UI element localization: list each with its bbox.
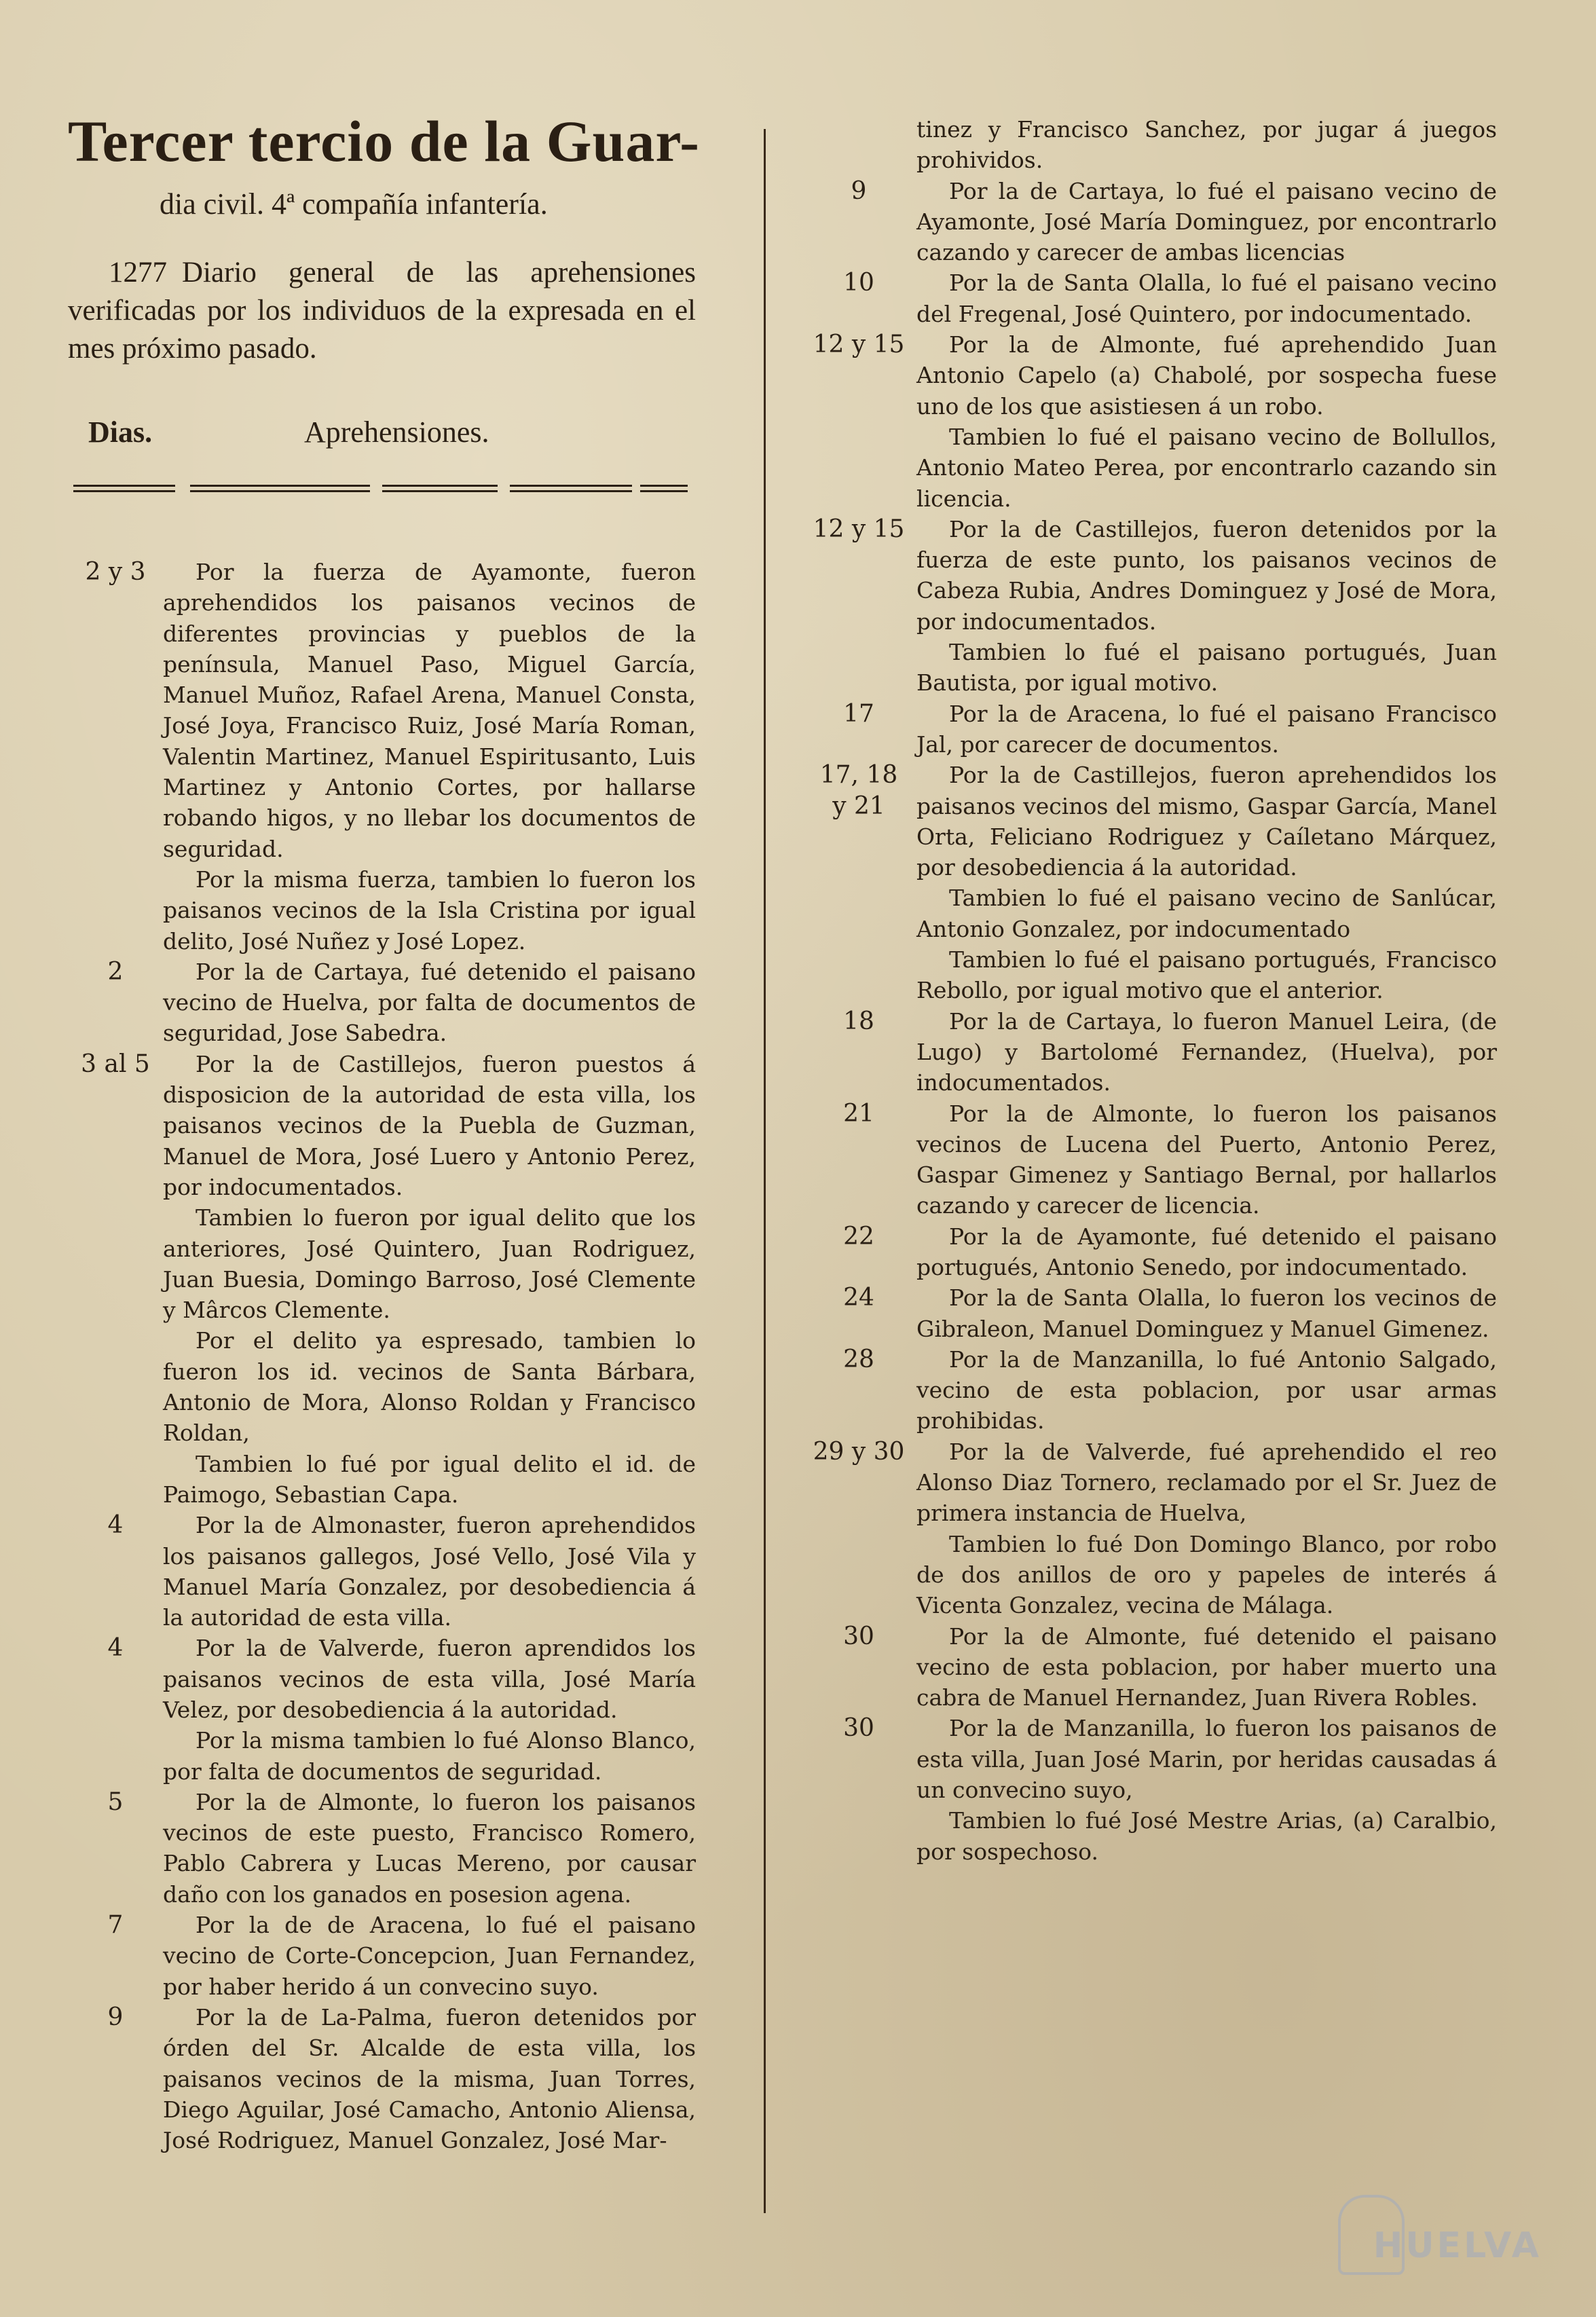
entry-day: 5 — [107, 1787, 124, 1816]
entry-item — [68, 1510, 696, 1633]
entry-item — [813, 1436, 1497, 1529]
entry-item — [818, 114, 1497, 176]
entry-text: Por la misma fuerza, tambien lo fueron los paisanos vecinos de la Isla Cristina por igual delito, José Nuñez y José Lopez. — [163, 866, 696, 954]
entry-item — [818, 883, 1497, 944]
entry-day: 30 — [843, 1714, 874, 1743]
entry-text: Por la de Valverde, fueron aprendidos los paisanos vecinos de esta villa, José María Velez, por desobediencia á la autoridad. — [163, 1635, 696, 1723]
entry-text: Por la de Manzanilla, lo fueron los paisanos de esta villa, Juan José Marin, por heridas causadas á un convecino suyo, — [916, 1715, 1497, 1804]
right-entries-list — [813, 114, 1497, 1867]
entry-text: tinez y Francisco Sanchez, por jugar á juegos prohividos. — [916, 116, 1497, 174]
entry-item — [818, 944, 1497, 1006]
entry-item — [68, 1202, 696, 1325]
entry-text: Tambien lo fueron por igual delito que los anteriores, José Quintero, Juan Rodriguez, Juan Buesia, Domingo Barroso, José Clemente y Mârcos Clemente. — [163, 1204, 696, 1324]
entry-day: 24 — [843, 1284, 874, 1312]
entry-item — [68, 1725, 696, 1787]
entry-item — [818, 760, 1497, 883]
entry-day: 2 y 3 — [85, 558, 146, 586]
entry-day: 18 — [843, 1007, 874, 1035]
header-dias: Dias. — [88, 415, 153, 449]
entry-item — [68, 864, 696, 957]
column-headers — [68, 417, 696, 464]
entry-item — [68, 1449, 696, 1510]
entry-text: Tambien lo fué José Mestre Arias, (a) Caralbio, por sospechoso. — [916, 1807, 1497, 1865]
entry-text: Tambien lo fué el paisano portugués, Francisco Rebollo, por igual motivo que el anterior. — [916, 946, 1497, 1004]
entry-text: Por la de Manzanilla, lo fué Antonio Salgado, vecino de esta poblacion, por usar armas prohibidas. — [916, 1346, 1497, 1434]
entry-text: Por la de Ayamonte, fué detenido el paisano portugués, Antonio Senedo, por indocumentado. — [916, 1223, 1497, 1280]
entry-text: Por la de Castillejos, fueron aprehendidos los paisanos vecinos del mismo, Gaspar García, Manel Orta, Feliciano Rodriguez y Caíletano Márquez, por desobediencia á la autoridad. — [916, 762, 1497, 881]
intro-paragraph — [68, 254, 696, 368]
entry-text: Por la de Almonte, fué aprehendido Juan Antonio Capelo (a) Chabolé, por sospecha fuese uno de los que asistiesen á un robo. — [916, 331, 1497, 420]
entry-item — [818, 422, 1497, 514]
archive-watermark — [1338, 2188, 1542, 2276]
crest-icon — [1338, 2195, 1405, 2275]
entry-text: Tambien lo fué Don Domingo Blanco, por robo de dos anillos de oro y papeles de interés á Vicenta Gonzalez, vecina de Málaga. — [916, 1530, 1497, 1619]
entry-text: Tambien lo fué el paisano vecino de Bollullos, Antonio Mateo Perea, por encontrarlo cazando sin licencia. — [916, 423, 1497, 512]
entry-day: 21 — [843, 1099, 874, 1128]
column-divider — [764, 129, 766, 2213]
entry-item — [813, 514, 1497, 637]
entry-item — [68, 1633, 696, 1725]
entry-item — [818, 1344, 1497, 1436]
entry-item — [68, 1325, 696, 1448]
entry-text: Por la de Almonte, lo fueron los paisanos vecinos de este puesto, Francisco Romero, Pablo Cabrera y Lucas Mereno, por causar daño con los ganados en posesion agena. — [163, 1788, 696, 1908]
entry-text: Tambien lo fué el paisano vecino de Sanlúcar, Antonio Gonzalez, por indocumentado — [916, 885, 1497, 942]
entry-item — [813, 329, 1497, 422]
entry-day: 9 — [107, 2003, 124, 2031]
entry-day: 10 — [843, 269, 874, 297]
entry-text: Por la de Almonte, lo fueron los paisanos vecinos de Lucena del Puerto, Antonio Perez, Gaspar Gimenez y Santiago Bernal, por hallarlos cazando y carecer de licencia. — [916, 1100, 1497, 1219]
entry-item — [818, 699, 1497, 760]
entry-day: 17 — [843, 699, 874, 728]
entry-day: 12 y 15 — [813, 331, 905, 359]
header-aprehensiones: Aprehensiones. — [304, 415, 489, 449]
entry-day: 2 — [107, 957, 124, 986]
entry-day: 22 — [843, 1222, 874, 1250]
entry-day: 4 — [107, 1634, 124, 1663]
entry-text: Por la de La-Palma, fueron detenidos por órden del Sr. Alcalde de esta villa, los paisanos vecinos de la misma, Juan Torres, Diego Aguilar, José Camacho, Antonio Aliensa, José Rodriguez, Manuel Gonzalez, José Mar- — [163, 2003, 696, 2154]
entry-item — [818, 1006, 1497, 1098]
entry-text: Por la fuerza de Ayamonte, fueron aprehendidos los paisanos vecinos de diferentes provincias y pueblos de la península, Manuel Paso, Miguel García, Manuel Muñoz, Rafael Arena, Manuel Consta, José Joya, Francisco Ruiz, José María Roman, Valentin Martinez, Manuel Espiritusanto, Luis Martinez y Antonio Cortes, por hallarse robando higos, y no llebar los documentos de seguridad. — [163, 559, 696, 862]
entry-day: 4 — [107, 1511, 124, 1540]
entry-text: Por la de Aracena, lo fué el paisano Francisco Jal, por carecer de documentos. — [916, 700, 1497, 758]
entry-text: Por la de Santa Olalla, lo fué el paisano vecino del Fregenal, José Quintero, por indocumentado. — [916, 270, 1497, 327]
entry-item — [818, 176, 1497, 268]
entry-text: Por la de Castillejos, fueron puestos á disposicion de la autoridad de esta villa, los paisanos vecinos de la Puebla de Guzman, Manuel de Mora, José Luero y Antonio Perez, por indocumentados. — [163, 1050, 696, 1200]
entry-item — [818, 1098, 1497, 1221]
entry-item — [818, 1221, 1497, 1283]
entry-item — [818, 1282, 1497, 1344]
entry-text: Por la de Almonaster, fueron aprehendidos los paisanos gallegos, José Vello, José Vila y Manuel María Gonzalez, por desobediencia á la autoridad de esta villa. — [163, 1512, 696, 1631]
entry-text: Tambien lo fué el paisano portugués, Juan Bautista, por igual motivo. — [916, 639, 1497, 697]
entry-day: 17, 18 y 21 — [819, 761, 898, 820]
page-title: Tercer tercio de la Guar- — [68, 109, 700, 174]
entry-item — [68, 557, 696, 864]
entry-item — [68, 2002, 696, 2155]
entry-day: 3 al 5 — [81, 1050, 150, 1078]
entry-day: 9 — [851, 177, 867, 205]
intro-text: Diario general de las aprehensiones verificadas por los individuos de la expresada en el mes próximo pasado. — [68, 257, 696, 365]
left-entries-list — [68, 557, 696, 2155]
entry-item — [68, 1049, 696, 1202]
entry-text: Por la misma tambien lo fué Alonso Blanco, por falta de documentos de seguridad. — [163, 1727, 696, 1785]
entry-item — [818, 1621, 1497, 1713]
entry-item — [68, 1787, 696, 1910]
entry-item — [818, 1529, 1497, 1621]
entry-text: Por la de Cartaya, lo fueron Manuel Leira, (de Lugo) y Bartolomé Fernandez, (Huelva), por indocumentados. — [916, 1007, 1497, 1096]
entry-item — [68, 957, 696, 1049]
entry-item — [818, 267, 1497, 329]
entry-text: Por el delito ya espresado, tambien lo fueron los id. vecinos de Santa Bárbara, Antonio de Mora, Alonso Roldan y Francisco Roldan, — [163, 1327, 696, 1447]
right-column — [813, 114, 1497, 1867]
entry-item — [68, 1910, 696, 2002]
entry-item — [818, 1713, 1497, 1805]
entry-day: 30 — [843, 1622, 874, 1650]
entry-day: 28 — [843, 1345, 874, 1373]
header-rule — [73, 485, 688, 496]
left-column — [68, 102, 700, 2155]
entry-text: Por la de Castillejos, fueron detenidos por la fuerza de este punto, los paisanos vecinos de Cabeza Rubia, Andres Dominguez y José de Mora, por indocumentados. — [916, 515, 1497, 635]
entry-text: Por la de Cartaya, lo fué el paisano vecino de Ayamonte, José María Dominguez, por encontrarlo cazando y carecer de ambas licencias — [916, 177, 1497, 266]
entry-item — [818, 637, 1497, 699]
watermark-text: HUELVA — [1373, 2225, 1542, 2266]
entry-day: 7 — [107, 1911, 124, 1940]
entry-day: 12 y 15 — [813, 515, 905, 543]
entry-text: Por la de Cartaya, fué detenido el paisano vecino de Huelva, por falta de documentos de seguridad, Jose Sabedra. — [163, 958, 696, 1047]
intro-number: 1277 — [109, 257, 167, 289]
entry-item — [818, 1805, 1497, 1867]
entry-text: Tambien lo fué por igual delito el id. de Paimogo, Sebastian Capa. — [163, 1450, 696, 1508]
entry-text: Por la de Valverde, fué aprehendido el reo Alonso Diaz Tornero, reclamado por el Sr. Juez de primera instancia de Huelva, — [916, 1438, 1497, 1527]
entry-text: Por la de Almonte, fué detenido el paisano vecino de esta poblacion, por haber muerto una cabra de Manuel Hernandez, Juan Rivera Robles. — [916, 1623, 1497, 1711]
page-subtitle: dia civil. 4ª compañía infantería. — [160, 187, 548, 221]
entry-text: Por la de de Aracena, lo fué el paisano vecino de Corte-Concepcion, Juan Fernandez, por haber herido á un convecino suyo. — [163, 1912, 696, 2000]
entry-text: Por la de Santa Olalla, lo fueron los vecinos de Gibraleon, Manuel Dominguez y Manuel Gimenez. — [916, 1284, 1497, 1342]
entry-day: 29 y 30 — [813, 1437, 905, 1466]
